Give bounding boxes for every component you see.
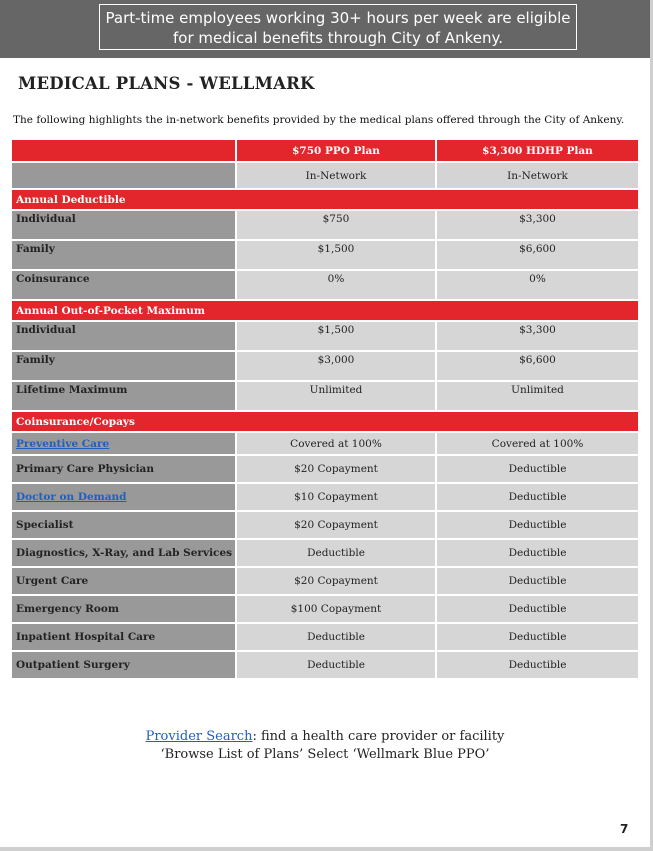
row-label: Emergency Room (12, 596, 237, 622)
row-label: Urgent Care (12, 568, 237, 594)
table-row (12, 568, 638, 594)
row-label-doctor-on-demand[interactable] (12, 484, 237, 510)
doctor-on-demand-link[interactable]: Doctor on Demand (16, 491, 127, 503)
hdhp-value: Deductible (437, 456, 638, 482)
ppo-value: Deductible (237, 652, 437, 678)
ppo-value: $20 Copayment (237, 512, 437, 538)
table-row (12, 271, 638, 299)
hdhp-value: Deductible (437, 540, 638, 566)
section-title: Coinsurance/Copays (12, 412, 638, 431)
ppo-value: $20 Copayment (237, 568, 437, 594)
hdhp-value: Deductible (437, 596, 638, 622)
network-blank-cell (12, 163, 237, 188)
table-row (12, 624, 638, 650)
section-title: Annual Deductible (12, 190, 638, 209)
hdhp-value: $3,300 (437, 211, 638, 239)
hdhp-value: Deductible (437, 512, 638, 538)
network-row (12, 163, 638, 188)
footer-line-2: ‘Browse List of Plans’ Select ‘Wellmark Blue PPO’ (160, 747, 490, 762)
table-row (12, 352, 638, 380)
network-hdhp: In-Network (437, 163, 638, 188)
row-label: Primary Care Physician (12, 456, 237, 482)
footer-line-1-text: : find a health care provider or facility (252, 729, 505, 744)
ppo-value: $20 Copayment (237, 456, 437, 482)
network-ppo: In-Network (237, 163, 437, 188)
row-label: Diagnostics, X-Ray, and Lab Services (12, 540, 237, 566)
row-label: Individual (12, 322, 237, 350)
preventive-care-link[interactable]: Preventive Care (16, 437, 110, 450)
ppo-value: Deductible (237, 540, 437, 566)
row-label: Lifetime Maximum (12, 382, 237, 410)
row-label: Outpatient Surgery (12, 652, 237, 678)
table-row (12, 456, 638, 482)
table-row (12, 433, 638, 454)
hdhp-value: 0% (437, 271, 638, 299)
page-title: MEDICAL PLANS - WELLMARK (18, 74, 315, 93)
hdhp-value: $6,600 (437, 241, 638, 269)
ppo-value: $1,500 (237, 322, 437, 350)
ppo-value: Deductible (237, 624, 437, 650)
ppo-value: Covered at 100% (237, 433, 437, 454)
table-row (12, 512, 638, 538)
section-header-row (12, 412, 638, 431)
section-header-row (12, 190, 638, 209)
notice-line-2: for medical benefits through City of Ankeny. (173, 29, 503, 47)
row-label: Individual (12, 211, 237, 239)
header-hdhp-plan: $3,300 HDHP Plan (437, 140, 638, 161)
hdhp-value: $3,300 (437, 322, 638, 350)
table-row (12, 484, 638, 510)
header-ppo-plan: $750 PPO Plan (237, 140, 437, 161)
section-title: Annual Out-of-Pocket Maximum (12, 301, 638, 320)
ppo-value: $750 (237, 211, 437, 239)
page-edge (0, 847, 653, 851)
hdhp-value: Deductible (437, 652, 638, 678)
eligibility-notice (99, 4, 577, 50)
hdhp-value: Deductible (437, 568, 638, 594)
hdhp-value: Deductible (437, 484, 638, 510)
ppo-value: $100 Copayment (237, 596, 437, 622)
table-row (12, 652, 638, 678)
footer-line-1 (0, 728, 650, 746)
row-label: Family (12, 352, 237, 380)
page-number: 7 (620, 822, 629, 836)
table-row (12, 241, 638, 269)
ppo-value: Unlimited (237, 382, 437, 410)
table-row (12, 596, 638, 622)
ppo-value: $10 Copayment (237, 484, 437, 510)
hdhp-value: Unlimited (437, 382, 638, 410)
intro-text: The following highlights the in-network benefits provided by the medical plans offered through the City of Ankeny. (13, 114, 625, 126)
row-label: Family (12, 241, 237, 269)
header-blank-cell (12, 140, 237, 161)
section-header-row (12, 301, 638, 320)
ppo-value: 0% (237, 271, 437, 299)
medical-plans-table (12, 138, 638, 680)
row-label: Specialist (12, 512, 237, 538)
table-row (12, 382, 638, 410)
table-row (12, 540, 638, 566)
provider-search-footer (0, 728, 650, 764)
row-label: Coinsurance (12, 271, 237, 299)
hdhp-value: $6,600 (437, 352, 638, 380)
ppo-value: $3,000 (237, 352, 437, 380)
hdhp-value: Covered at 100% (437, 433, 638, 454)
ppo-value: $1,500 (237, 241, 437, 269)
table-header-row (12, 140, 638, 161)
notice-line-1: Part-time employees working 30+ hours per week are eligible (105, 9, 571, 27)
table-row (12, 322, 638, 350)
hdhp-value: Deductible (437, 624, 638, 650)
row-label: Inpatient Hospital Care (12, 624, 237, 650)
provider-search-link[interactable]: Provider Search (145, 729, 253, 744)
header-banner (0, 0, 650, 58)
row-label-preventive-care[interactable] (12, 433, 237, 454)
table-row (12, 211, 638, 239)
